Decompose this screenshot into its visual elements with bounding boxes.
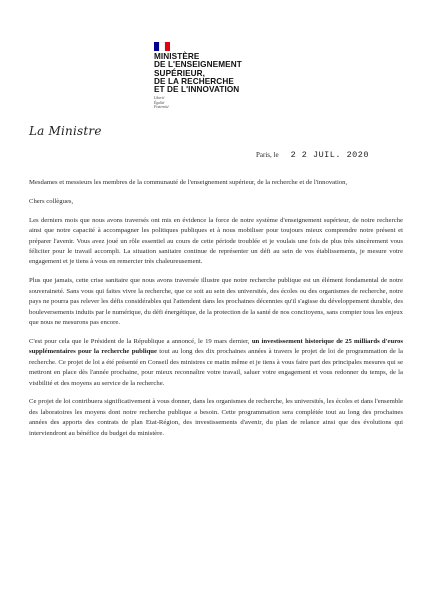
place-label: Paris, le <box>256 151 279 159</box>
place-date <box>256 150 369 160</box>
ministry-logo <box>154 42 274 109</box>
ministry-name-line: DE LA RECHERCHE <box>154 76 234 86</box>
ministry-name <box>154 53 274 94</box>
date-stamp: 2 2 JUIL. 2020 <box>290 150 369 160</box>
paragraph-3 <box>29 337 403 389</box>
motto-line: Égalité <box>154 100 165 105</box>
paragraph-3-highlight: un investissement historique de 25 milliards d'euros supplémentaires pour la recherche publique <box>29 337 403 356</box>
paragraph-1: Les derniers mois que nous avons traversés ont mis en évidence la force de notre système d'enseignement supérieur, de notre recherche ainsi que notre capacité à accompagner les politiques publiques et à nous mobiliser pour toujours mieux comprendre notre présent et préparer l'avenir. Vous avez joué un rôle essentiel au cours de cette période troublée et je voulais une fois de plus très sincèrement vous féliciter pour le travail accompli. La situation sanitaire continue de représenter un défi au sein de vos établissements, je mesure votre engagement et je tiens à vous en remercier très chaleureusement. <box>29 216 403 266</box>
flag-band-red <box>165 42 170 51</box>
letter-body <box>29 178 403 439</box>
ministry-name-line: ET DE L'INNOVATION <box>154 85 240 95</box>
recipient-line: Mesdames et messieurs les membres de la communauté de l'enseignement supérieur, de la recherche et de l'innovation, <box>29 179 348 186</box>
sender-title: La Ministre <box>29 124 102 138</box>
ministry-name-line: DE L'ENSEIGNEMENT <box>154 60 242 70</box>
french-flag-icon <box>154 42 170 51</box>
paragraph-2: Plus que jamais, cette crise sanitaire que nous avons traversée illustre que notre recherche publique est un élément fondamental de notre souveraineté. Sans vous qui faites vivre la recherche, que ce soit au sein des universités, des écoles ou des organismes de recherche, notre pays ne pourra pas relever les défis considérables qui l'attendent dans les prochaines décennies qu'il s'agisse du développement durable, des bouleversements induits par le numérique, du défi énergétique, de la protection de la santé de nos concitoyens, sans compter tous les enjeux que nous ne mesurons pas encore. <box>29 277 403 326</box>
paragraph-3-rest: tout au long des dix prochaines années à travers le projet de loi de programmation de la recherche. Ce projet de loi a été présenté en Conseil des ministres ce matin même et je tiens à vous faire part des principales mesures qui se mettront en place dès l'année prochaine, pour mieux reconnaître votre travail, saluer votre engagement et vous redonner du temps, de la visibilité et des moyens au service de la recherche. <box>29 348 404 387</box>
paragraph-3-intro: C'est pour cela que le Président de la République a annoncé, le 19 mars dernier, <box>29 337 252 345</box>
ministry-name-line: MINISTÈRE <box>154 52 200 61</box>
republic-motto <box>154 96 274 109</box>
paragraph-4: Ce projet de loi contribuera significativement à vous donner, dans les organismes de recherche, les universités, les écoles et dans l'ensemble des laboratoires les moyens dont notre recherche publique a besoin. Cette programmation sera complétée tout au long des prochaines années des apports des contrats de plan Etat-Région, des investissements d'avenir, du plan de relance ainsi que des évolutions qui interviendront au bénéfice du budget du ministère. <box>29 398 403 437</box>
motto-line: Fraternité <box>154 104 169 109</box>
motto-line: Liberté <box>154 96 165 101</box>
salutation: Chers collègues, <box>29 197 74 205</box>
ministry-name-line: SUPÉRIEUR, <box>154 68 206 78</box>
